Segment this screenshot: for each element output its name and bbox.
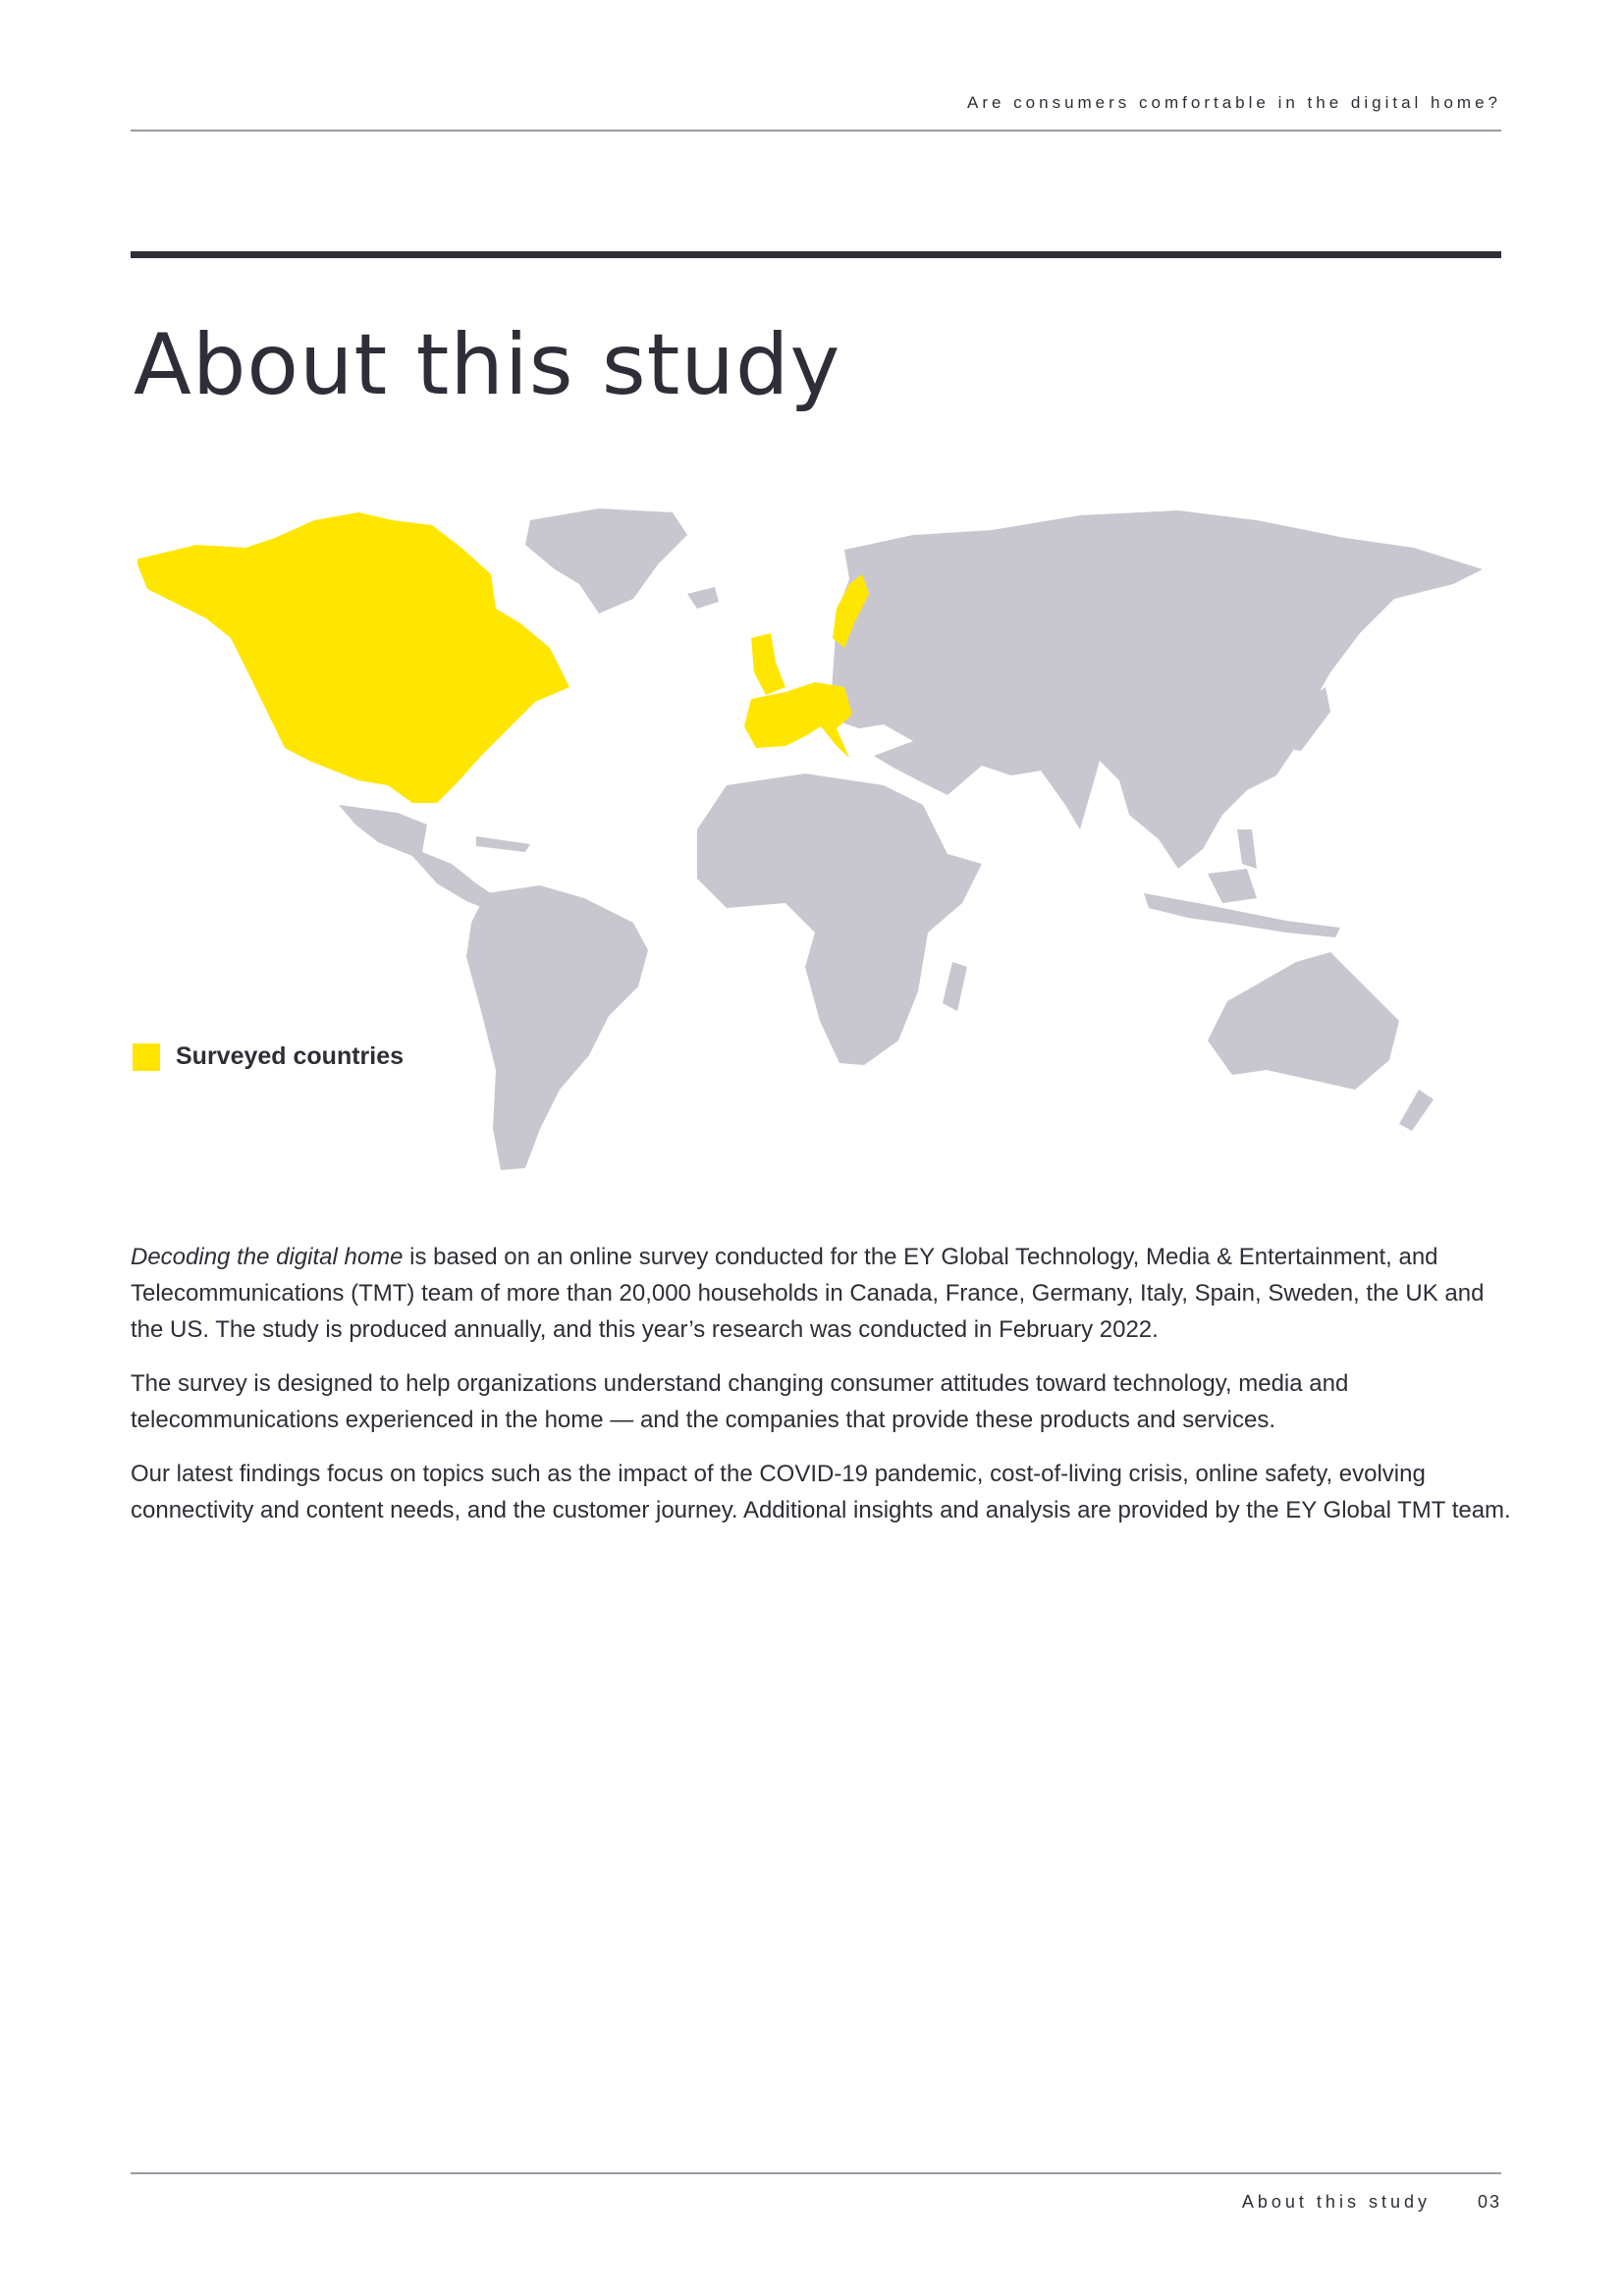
australia [1208, 952, 1399, 1090]
footer-section-title: About this study [1241, 2192, 1431, 2212]
western-europe [744, 682, 852, 758]
footer-divider [131, 2172, 1501, 2174]
running-header: Are consumers comfortable in the digital home? [966, 93, 1501, 112]
paragraph-3: Our latest findings focus on topics such as the impact of the COVID-19 pandemic, cost-of-living crisis, online safety, evolving connectivity and content needs, and the customer journey. Additional insights and analysis are provided by the EY Global TMT team. [131, 1461, 1511, 1523]
madagascar [943, 962, 967, 1011]
iceland [687, 587, 719, 609]
united-kingdom [751, 633, 785, 695]
title-divider [131, 251, 1501, 258]
page-title: About this study [134, 316, 841, 414]
page-number: 03 [1477, 2192, 1501, 2212]
caribbean [476, 836, 530, 852]
borneo [1208, 869, 1257, 903]
paragraph-2: The survey is designed to help organizations understand changing consumer attitudes toward technology, media and telecommunications experienced in the home — and the companies that provide these products and services. [131, 1370, 1349, 1433]
header-divider [131, 130, 1501, 132]
map-base-landmasses [339, 508, 1483, 1170]
report-title: Decoding the digital home [131, 1244, 404, 1270]
south-america [466, 885, 648, 1170]
map-surveyed-countries [137, 512, 869, 803]
africa [697, 774, 982, 1065]
paragraph-1 [131, 1239, 1515, 1348]
new-zealand [1399, 1090, 1434, 1131]
legend-label: Surveyed countries [176, 1042, 405, 1070]
paragraph-1-text: is based on an online survey conducted for the EY Global Technology, Media & Entertainment, and Telecommunications (TMT) team of more than 20,000 households in Canada, France, Germany, Italy, Spain, Sweden, the UK and the US. The study is produced annually, and this year’s research was conducted in February 2022. [131, 1244, 1485, 1343]
greenland [525, 508, 687, 614]
philippines [1237, 829, 1257, 869]
page-footer [1242, 2192, 1501, 2213]
legend-swatch [133, 1043, 160, 1071]
north-america-canada-us [137, 512, 569, 803]
central-america [339, 805, 503, 913]
map-legend [133, 1042, 404, 1071]
body-text [131, 1239, 1515, 1546]
world-map [137, 491, 1502, 1178]
